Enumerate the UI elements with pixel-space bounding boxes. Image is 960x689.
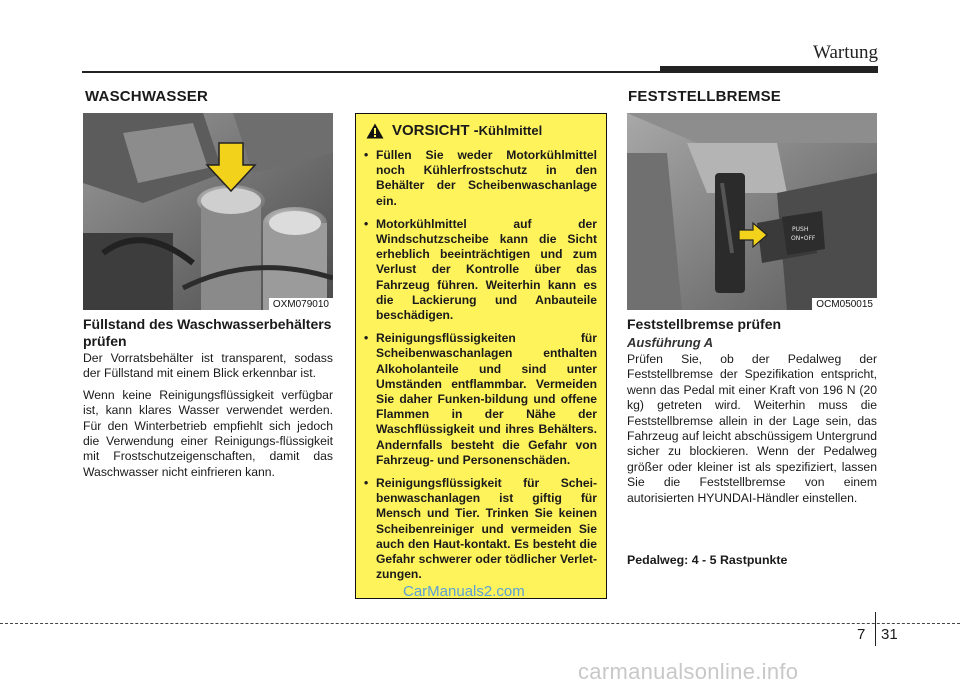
washer-body-text bbox=[83, 351, 333, 486]
running-header: Wartung bbox=[813, 42, 878, 63]
page-number: 31 bbox=[881, 626, 898, 643]
header-rule bbox=[82, 71, 660, 73]
caution-item: • Füllen Sie weder Motorkühlmittel noch Kühlerfrostschutz in den Behälter der Scheibenwaschanlage ein. bbox=[364, 148, 597, 209]
caution-list bbox=[364, 148, 597, 590]
watermark-site: carmanualsonline.info bbox=[578, 659, 799, 684]
section-title-waschwasser: WASCHWASSER bbox=[85, 88, 209, 105]
subhead-fuellstand: Füllstand des Waschwasserbehälters prüfen bbox=[83, 316, 332, 349]
pedal-label: ON•OFF bbox=[791, 235, 816, 242]
figure-code: OCM050015 bbox=[812, 298, 877, 310]
engine-bay-illustration bbox=[83, 113, 333, 310]
caution-heading bbox=[366, 122, 542, 139]
brake-body-text bbox=[627, 352, 877, 512]
paragraph: Wenn keine Reinigungsflüssigkeit verfügbar ist, kann klares Wasser verwendet werden. Für den Winterbetrieb empfiehlt sich jedoch die Verwendung einer Reinigungs-flüssigkeit mit Frostschutzeigenschaften, damit das Waschwasser nicht einfrieren kann. bbox=[83, 387, 333, 479]
figure-washer-reservoir bbox=[83, 113, 333, 310]
paragraph: Prüfen Sie, ob der Pedalweg der Feststellbremse der Spezifikation entspricht, wenn das Pedal mit einer Kraft von 196 N (20 kg) getreten wird. Weiterhin muss die Feststellbremse allein in der Lage sein, das Fahrzeug auf leicht abschüssigem Untergrund sicher zu blockieren. Wenn der Pedalweg größer oder kleiner ist als spezifiziert, lassen Sie die Feststellbremse von einem autorisierten HYUNDAI-Händler einstellen. bbox=[627, 352, 877, 505]
pedal-spec: Pedalweg: 4 - 5 Rastpunkte bbox=[627, 553, 788, 567]
caution-item: • Reinigungsflüssigkeit für Schei-benwaschanlagen ist giftig für Mensch und Tier. Trinken Sie keinen Scheibenreiniger und vermeiden Sie auch den Haut-kontakt. Es besteht die Gefahr schwerer oder tödlicher Verlet-zungen. bbox=[364, 476, 597, 582]
warning-icon bbox=[366, 123, 384, 139]
variant-label: Ausführung A bbox=[627, 335, 714, 350]
pedal-label: PUSH bbox=[792, 226, 809, 233]
page-number-separator bbox=[875, 612, 876, 646]
caution-item: • Motorkühlmittel auf der Windschutzscheibe kann die Sicht erheblich beeinträchtigen und zum Verlust der Kontrolle über das Fahrzeug führen. Weiterhin kann es die Lackierung und Anbauteile beschädigen. bbox=[364, 217, 597, 323]
subhead-feststellbremse: Feststellbremse prüfen bbox=[627, 316, 782, 332]
caution-box bbox=[355, 113, 607, 599]
footer-rule bbox=[0, 623, 960, 624]
figure-code: OXM079010 bbox=[269, 298, 333, 310]
figure-parking-brake bbox=[627, 113, 877, 310]
header-rule-accent bbox=[660, 66, 878, 73]
watermark-link[interactable]: CarManuals2.com bbox=[403, 583, 525, 600]
footwell-illustration bbox=[627, 113, 877, 310]
caution-subtitle: Kühlmittel bbox=[478, 123, 543, 138]
section-title-feststellbremse: FESTSTELLBREMSE bbox=[628, 88, 782, 105]
caution-item: • Reinigungsflüssigkeiten für Scheibenwaschanlagen enthalten Alkoholanteile und sind unter Umständen entflammbar. Vermeiden Sie daher Funken-bildung und offene Flammen in der Nähe der Waschflüssigkeit und ihres Behälters. Andernfalls besteht die Gefahr von Fahrzeug- und Personenschäden. bbox=[364, 331, 597, 468]
paragraph: Der Vorratsbehälter ist transparent, sodass der Füllstand mit einem Blick erkennbar ist. bbox=[83, 351, 333, 381]
chapter-number: 7 bbox=[857, 626, 866, 643]
caution-title: VORSICHT - bbox=[392, 122, 479, 139]
